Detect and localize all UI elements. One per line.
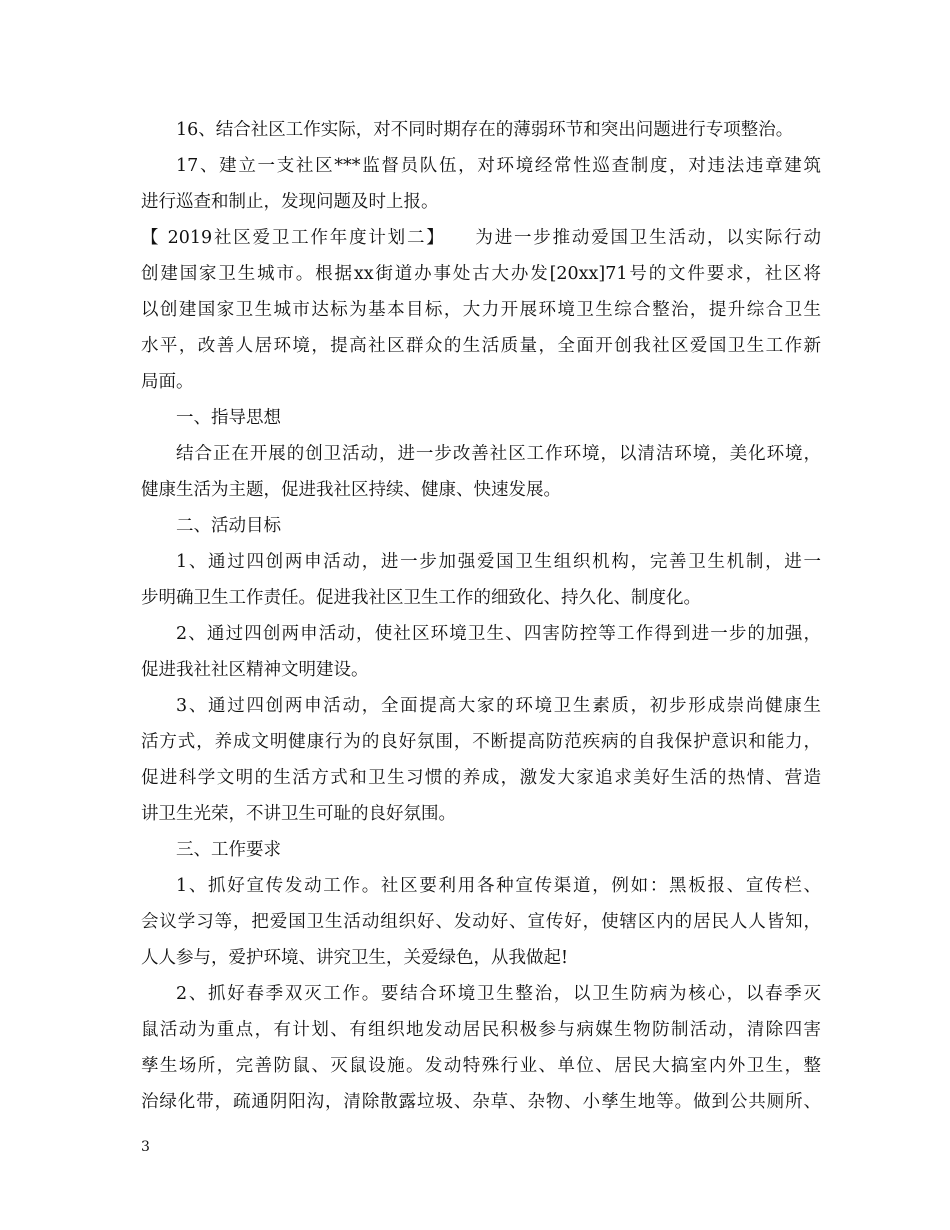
paragraph-line: 促进我社社区精神文明建设。 (141, 660, 369, 680)
paragraph-line: 活方式，养成文明健康行为的良好氛围，不断提高防范疾病的自我保护意识和能力， (141, 732, 821, 752)
paragraph-line: 治绿化带，疏通阴阳沟，清除散露垃圾、杂草、杂物、小孳生地等。做到公共厕所、 (141, 1092, 821, 1112)
heading-work-requirements: 三、工作要求 (176, 840, 281, 860)
paragraph-line: 进行巡查和制止，发现问题及时上报。 (141, 192, 439, 212)
paragraph-line: 会议学习等，把爱国卫生活动组织好、发动好、宣传好，使辖区内的居民人人皆知， (141, 912, 821, 932)
paragraph-line: 结合正在开展的创卫活动，进一步改善社区工作环境，以清洁环境，美化环境， (176, 444, 821, 464)
paragraph-line: 1、抓好宣传发动工作。社区要利用各种宣传渠道，例如：黑板报、宣传栏、 (176, 876, 821, 896)
paragraph-line: 17、建立一支社区***监督员队伍，对环境经常性巡查制度，对违法违章建筑 (176, 156, 821, 176)
paragraph-line: 3、通过四创两申活动，全面提高大家的环境卫生素质，初步形成崇尚健康生 (176, 696, 821, 716)
section-title-line: 【 2019社区爱卫工作年度计划二】 为进一步推动爱国卫生活动，以实际行动 (141, 228, 821, 248)
heading-guiding-thought: 一、指导思想 (176, 408, 281, 428)
paragraph-line: 人人参与，爱护环境、讲究卫生，关爱绿色，从我做起! (141, 948, 569, 968)
paragraph-line: 2、抓好春季双灭工作。要结合环境卫生整治，以卫生防病为核心，以春季灭 (176, 984, 821, 1004)
paragraph-line: 讲卫生光荣，不讲卫生可耻的良好氛围。 (141, 804, 456, 824)
paragraph-line: 1、通过四创两申活动，进一步加强爱国卫生组织机构，完善卫生机制，进一 (176, 552, 821, 572)
paragraph-line: 2、通过四创两申活动，使社区环境卫生、四害防控等工作得到进一步的加强， (176, 624, 821, 644)
paragraph-line: 创建国家卫生城市。根据xx街道办事处古大办发[20xx]71号的文件要求，社区将 (141, 264, 821, 284)
paragraph-line: 步明确卫生工作责任。促进我社区卫生工作的细致化、持久化、制度化。 (141, 588, 701, 608)
paragraph-line: 16、结合社区工作实际，对不同时期存在的薄弱环节和突出问题进行专项整治。 (176, 120, 794, 140)
paragraph-line: 水平，改善人居环境，提高社区群众的生活质量，全面开创我社区爱国卫生工作新 (141, 336, 821, 356)
paragraph-line: 以创建国家卫生城市达标为基本目标，大力开展环境卫生综合整治，提升综合卫生 (141, 300, 821, 320)
paragraph-line: 促进科学文明的生活方式和卫生习惯的养成，激发大家追求美好生活的热情、营造 (141, 768, 821, 788)
paragraph-line: 局面。 (141, 372, 194, 392)
paragraph-line: 孳生场所，完善防鼠、灭鼠设施。发动特殊行业、单位、居民大搞室内外卫生，整 (141, 1056, 821, 1076)
heading-activity-goals: 二、活动目标 (176, 516, 281, 536)
page-number: 3 (141, 1139, 150, 1155)
paragraph-line: 鼠活动为重点，有计划、有组织地发动居民积极参与病媒生物防制活动，清除四害 (141, 1020, 821, 1040)
paragraph-line: 健康生活为主题，促进我社区持续、健康、快速发展。 (141, 480, 561, 500)
